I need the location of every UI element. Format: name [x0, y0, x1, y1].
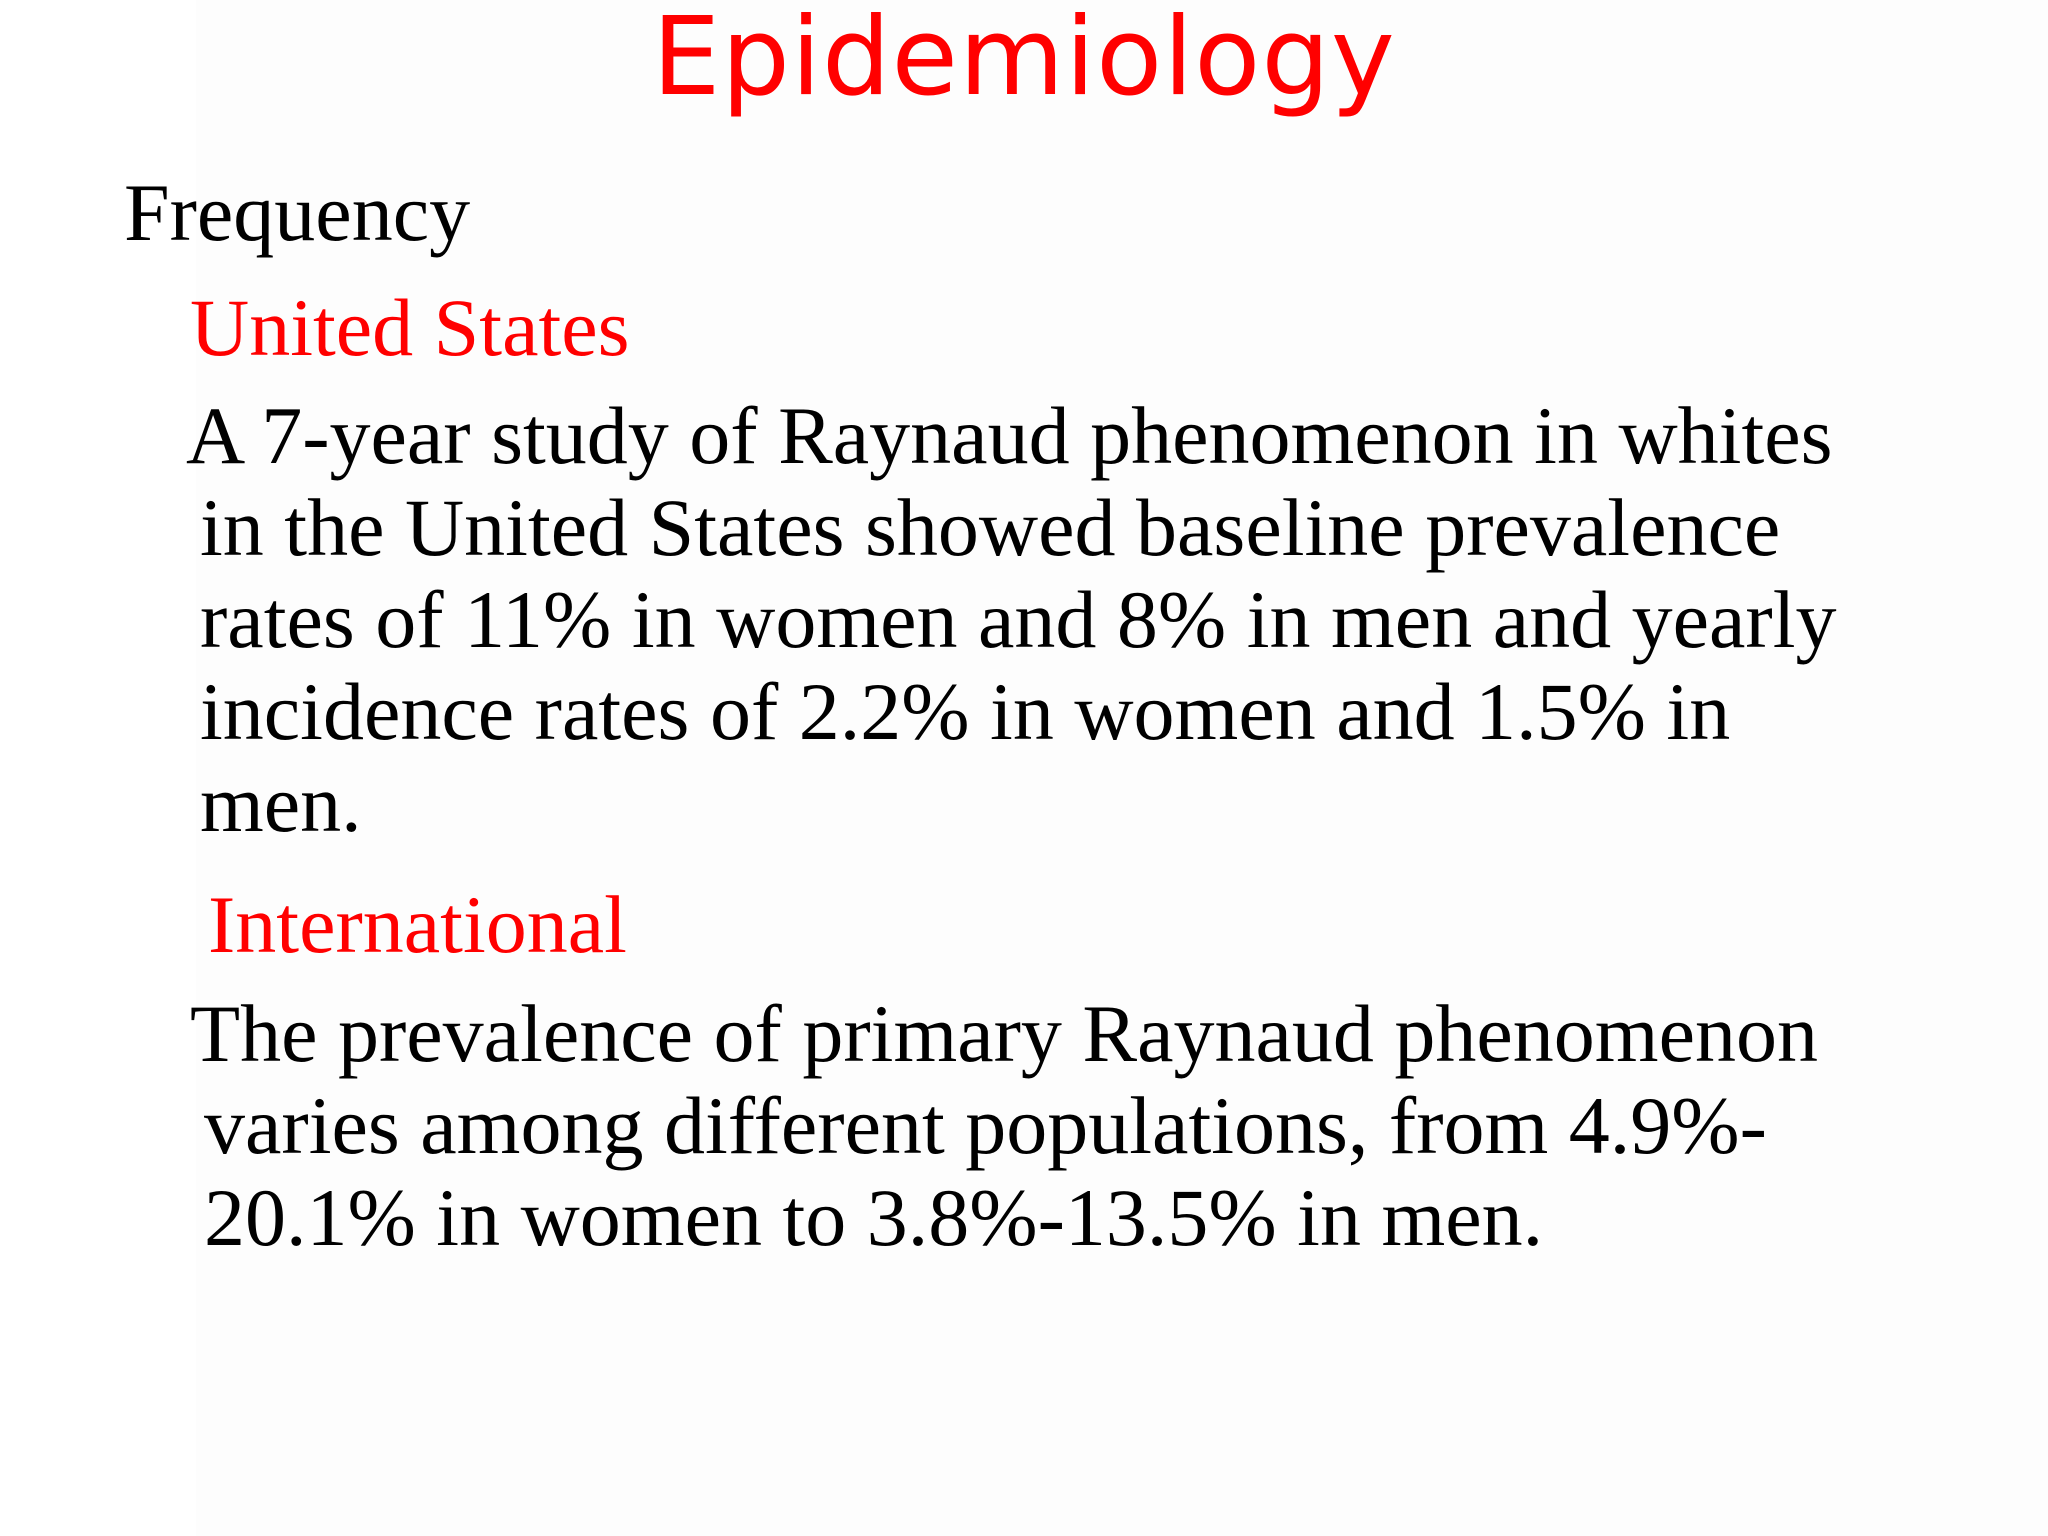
paragraph-line: 20.1% in women to 3.8%-13.5% in men. — [204, 1172, 1544, 1263]
section-heading: Frequency — [124, 167, 471, 258]
paragraph-line: A 7-year study of Raynaud phenomenon in whites — [186, 390, 1833, 481]
paragraph-line: varies among different populations, from 4.9%- — [204, 1080, 1767, 1171]
paragraph-line: incidence rates of 2.2% in women and 1.5% in — [200, 666, 1731, 757]
paragraph-line: in the United States showed baseline prevalence — [200, 482, 1781, 573]
paragraph-line: The prevalence of primary Raynaud phenomenon — [190, 988, 1818, 1079]
united-states-paragraph — [186, 390, 1836, 850]
united-states-heading: United States — [190, 282, 630, 373]
slide-title: Epidemiology — [652, 0, 1396, 120]
paragraph-line: men. — [200, 758, 362, 849]
international-paragraph — [190, 988, 1818, 1264]
international-heading: International — [208, 879, 627, 970]
paragraph-line: rates of 11% in women and 8% in men and yearly — [200, 574, 1837, 665]
